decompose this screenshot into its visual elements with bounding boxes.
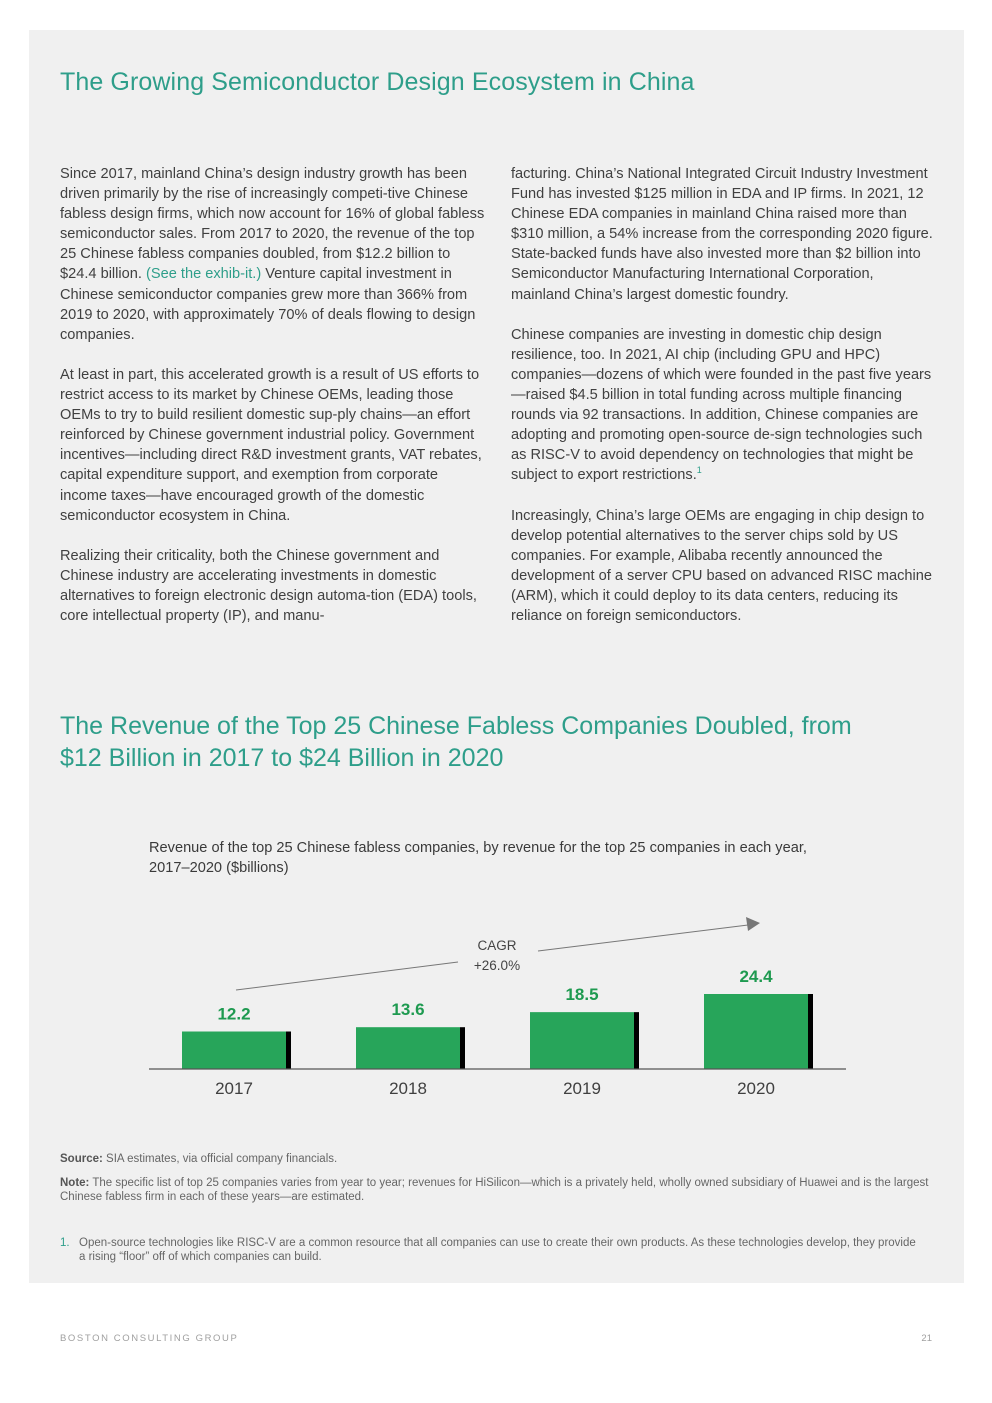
cagr-value: +26.0%: [473, 958, 521, 973]
right-column: [511, 164, 936, 646]
paragraph: [60, 164, 485, 345]
paragraph: facturing. China’s National Integrated Circuit Industry Investment Fund has invested $125 million in EDA and IP firms. In 2021, 12 Chinese EDA companies in mainland China raised more than $310 million, a 54% increase from the corresponding 2020 figure. State-backed funds have also invested more than $2 billion into Semiconductor Manufacturing International Corporation, mainland China’s largest domestic foundry.: [511, 166, 933, 303]
footnote-number: 1.: [60, 1237, 70, 1249]
paragraph-text: Since 2017, mainland China’s design industry growth has been driven primarily by the rise of increasingly competi-tive Chinese fabless design firms, which now account for 16% of global fabless semiconductor sales. From 2017 to 2020, the revenue of the top 25 Chinese fabless companies doubled, from $12.2 billion to $24.4 billion.: [60, 166, 485, 283]
exhibit-link[interactable]: (See the exhib-it.): [146, 266, 262, 283]
paragraph: At least in part, this accelerated growth is a result of US efforts to restrict access to its market by Chinese OEMs, leading those OEMs to try to build resilient domestic sup-ply chains—an effort reinforced by Chinese government industrial policy. Government incentives—including direct R&D investment grants, VAT rebates, capital expenditure support, and exemption from corporate income taxes—have encouraged growth of the domestic semiconductor ecosystem in China.: [60, 366, 482, 524]
note-label: Note:: [60, 1177, 90, 1189]
note: [60, 1176, 930, 1204]
page-number: 21: [921, 1333, 932, 1344]
tick-label-2017: 2017: [215, 1079, 253, 1098]
data-label-2017: 12.2: [217, 1004, 251, 1024]
chart-title: Revenue of the top 25 Chinese fabless companies, by revenue for the top 25 companies in each year, 2017–2020 ($billions): [149, 840, 807, 876]
paragraph: [511, 325, 936, 486]
data-label-2020: 24.4: [739, 967, 773, 986]
source-label: Source:: [60, 1153, 103, 1165]
exhibit-title-line: The Revenue of the Top 25 Chinese Fabless Companies Doubled, from: [60, 712, 852, 740]
paragraph: Realizing their criticality, both the Chinese government and Chinese industry are accelerating investments in domestic alternatives to foreign electronic design automa-tion (EDA) tools, core intellectual property (IP), and manu-: [60, 547, 477, 625]
tick-label-2019: 2019: [563, 1079, 601, 1098]
left-column: [60, 164, 485, 646]
section-title: The Growing Semiconductor Design Ecosystem in China: [60, 68, 695, 96]
footnote-ref[interactable]: 1: [696, 465, 702, 476]
exhibit-title: [60, 710, 852, 774]
note-text: The specific list of top 25 companies varies from year to year; revenues for HiSilicon—which is a privately held, wholly owned subsidiary of Huawei and is the largest Chinese fabless firm in each of these years—are estimated.: [60, 1177, 929, 1203]
footer-publisher: BOSTON CONSULTING GROUP: [60, 1333, 239, 1344]
tick-label-2018: 2018: [389, 1079, 427, 1098]
source-note: [60, 1152, 930, 1166]
data-label-2019: 18.5: [565, 985, 599, 1005]
data-label-2018: 13.6: [391, 1000, 425, 1020]
paragraph-text: Chinese companies are investing in domestic chip design resilience, too. In 2021, AI chip (including GPU and HPC) companies—dozens of which were founded in the past five years—raised $4.5 billion in total funding across multiple financing rounds via 92 transactions. In addition, Chinese companies are adopting and promoting open-source de-sign technologies such as RISC-V to avoid dependency on technologies that might be subject to export restrictions.: [511, 326, 932, 484]
tick-label-2020: 2020: [737, 1079, 775, 1098]
footnote-text: Open-source technologies like RISC-V are a common resource that all companies can use to create their own products. As these technologies develop, they provide a rising “floor” off of which companies can build.: [79, 1237, 916, 1263]
cagr-label: CAGR: [477, 938, 517, 953]
source-text: SIA estimates, via official company financials.: [102, 1153, 338, 1165]
paragraph-text: Venture capital investment in Chinese semiconductor companies grew more than 366% from 2019 to 2020, with approximately 70% of deals flowing to design companies.: [60, 266, 476, 343]
paragraph: Increasingly, China’s large OEMs are engaging in chip design to develop potential alternatives to the server chips sold by US companies. For example, Alibaba recently announced the development of a server CPU based on advanced RISC machine (ARM), which it could deploy to its data centers, reducing its reliance on foreign semiconductors.: [511, 507, 933, 625]
exhibit-title-line: $12 Billion in 2017 to $24 Billion in 2020: [60, 744, 504, 772]
